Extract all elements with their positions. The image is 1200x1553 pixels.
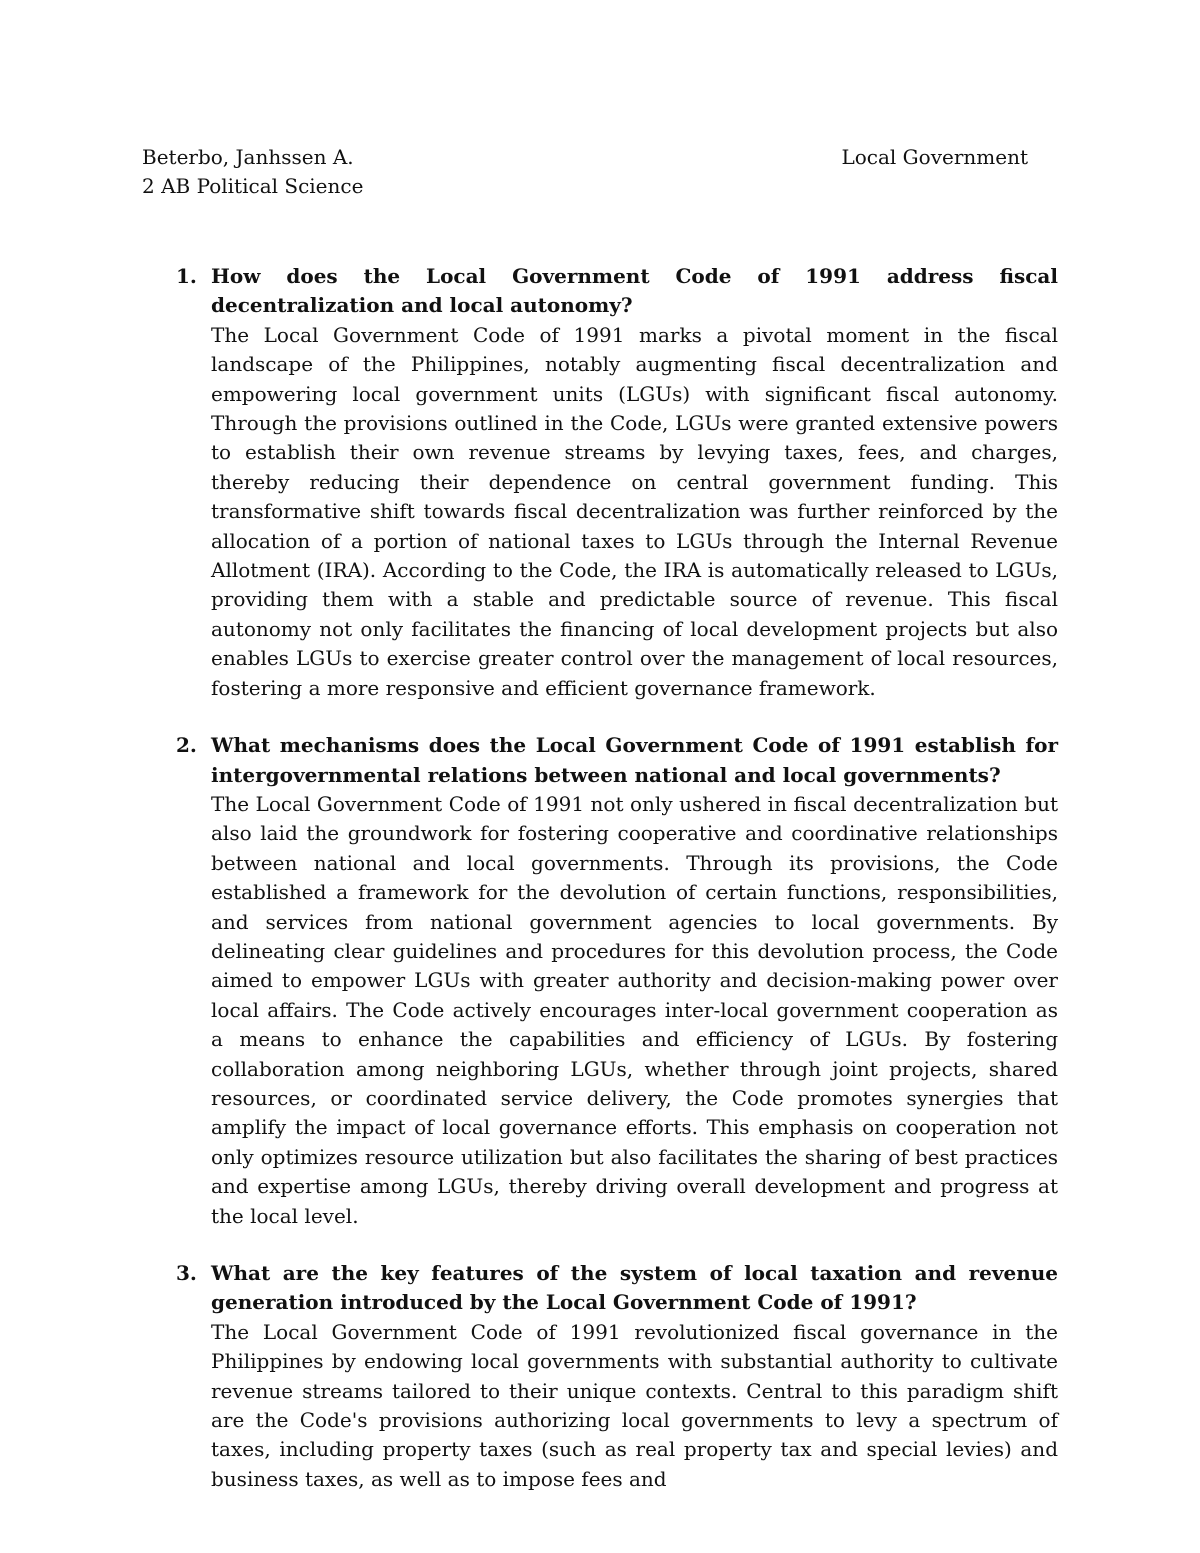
question-number: 2. [176, 733, 197, 758]
document-header [142, 143, 1028, 201]
question-text: What mechanisms does the Local Government Code of 1991 establish for intergovernmental relations between national and local governments? [211, 733, 1058, 787]
answer-text: The Local Government Code of 1991 marks a pivotal moment in the fiscal landscape of the Philippines, notably augmenting fiscal decentralization and empowering local government units (LGUs) with significant fiscal autonomy. Through the provisions outlined in the Code, LGUs were granted extensive powers to establish their own revenue streams by levying taxes, fees, and charges, thereby reducing their dependence on central government funding. This transformative shift towards fiscal decentralization was further reinforced by the allocation of a portion of national taxes to LGUs through the Internal Revenue Allotment (IRA). According to the Code, the IRA is automatically released to LGUs, providing them with a stable and predictable source of revenue. This fiscal autonomy not only facilitates the financing of local development projects but also enables LGUs to exercise greater control over the management of local resources, fostering a more responsive and efficient governance framework. [211, 322, 1058, 700]
question-item-2 [142, 731, 1058, 1231]
header-first-row [142, 143, 1028, 172]
answer-text: The Local Government Code of 1991 revolutionized fiscal governance in the Philippines by endowing local governments with substantial authority to cultivate revenue streams tailored to their unique contexts. Central to this paradigm shift are the Code's provisions authorizing local governments to levy a spectrum of taxes, including property taxes (such as real property tax and special levies) and business taxes, as well as to impose fees and [211, 1319, 1058, 1491]
student-name: Beterbo, Janhssen A. [142, 145, 354, 169]
subject-title: Local Government [841, 145, 1028, 169]
question-text: How does the Local Government Code of 1991 address fiscal decentralization and local autonomy? [211, 264, 1058, 318]
header-second-row [142, 172, 1028, 201]
course-label: 2 AB Political Science [142, 174, 364, 198]
question-text: What are the key features of the system of local taxation and revenue generation introduced by the Local Government Code of 1991? [211, 1261, 1058, 1315]
question-number: 1. [176, 264, 197, 288]
question-list [142, 262, 1058, 1522]
question-item-3 [142, 1259, 1058, 1494]
question-item-1 [142, 262, 1058, 703]
answer-text: The Local Government Code of 1991 not only ushered in fiscal decentralization but also laid the groundwork for fostering cooperative and coordinative relationships between national and local governments. Through its provisions, the Code established a framework for the devolution of certain functions, responsibilities, and services from national government agencies to local governments. By delineating clear guidelines and procedures for this devolution process, the Code aimed to empower LGUs with greater authority and decision-making power over local affairs. The Code actively encourages inter-local government cooperation as a means to enhance the capabilities and efficiency of LGUs. By fostering collaboration among neighboring LGUs, whether through joint projects, shared resources, or coordinated service delivery, the Code promotes synergies that amplify the impact of local governance efforts. This emphasis on cooperation not only optimizes resource utilization but also facilitates the sharing of best practices and expertise among LGUs, thereby driving overall development and progress at the local level. [211, 791, 1058, 1228]
question-number: 3. [176, 1261, 197, 1285]
